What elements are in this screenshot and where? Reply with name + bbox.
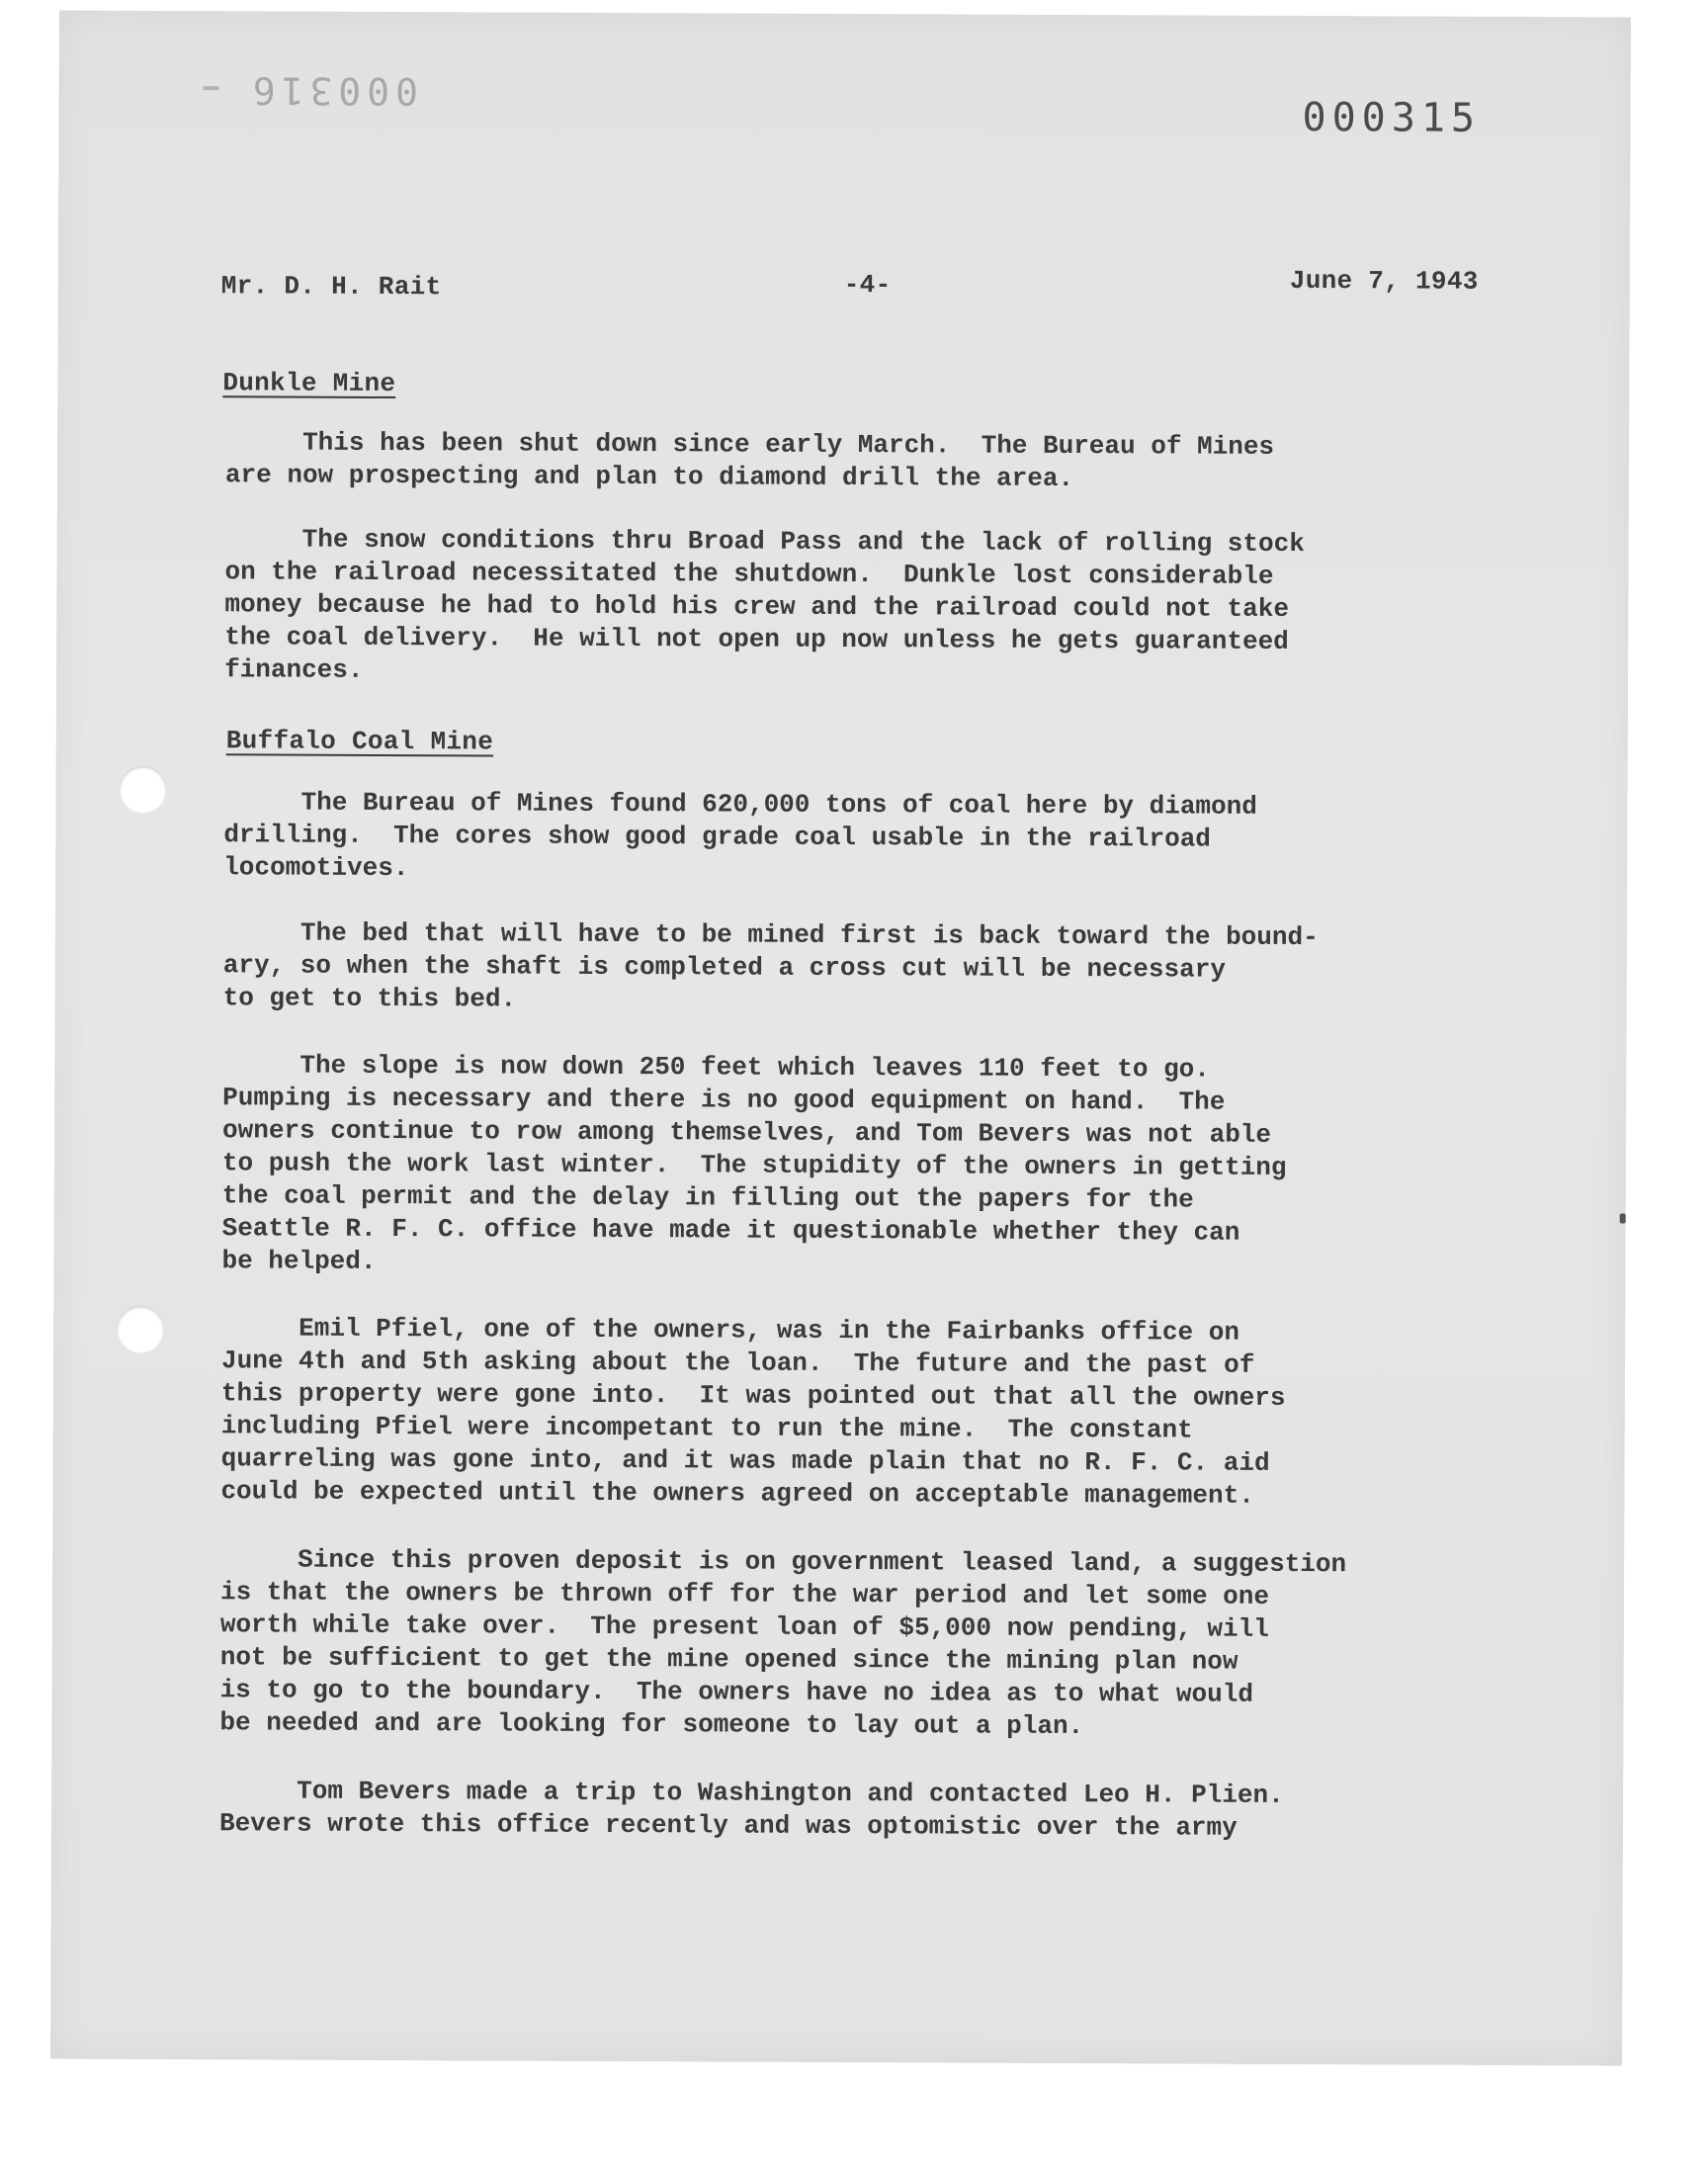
- paragraph-buffalo-1: [223, 786, 1508, 890]
- text-line: money because he had to hold his crew and the railroad could not take: [224, 589, 1290, 624]
- text-line: The snow conditions thru Broad Pass and the lack of rolling stock: [224, 524, 1305, 560]
- paragraph-buffalo-3: [221, 1049, 1507, 1283]
- punch-hole-upper: [119, 766, 166, 814]
- paragraph-dunkle-2: [224, 523, 1510, 692]
- text-line: Bevers wrote this office recently and was optomistic over the army: [218, 1808, 1238, 1843]
- text-line: is to go to the boundary. The owners have no idea as to what would: [219, 1675, 1254, 1709]
- text-line: the coal permit and the delay in filling out the papers for the: [221, 1180, 1194, 1215]
- paper-sheet: [50, 11, 1631, 2066]
- addressee: Mr. D. H. Rait: [220, 271, 442, 303]
- text-line: Pumping is necessary and there is no good equipment on hand. The: [222, 1083, 1226, 1117]
- text-line: Tom Bevers made a trip to Washington and contacted Leo H. Plien.: [219, 1776, 1284, 1810]
- text-line: not be sufficient to get the mine opened since the mining plan now: [219, 1642, 1238, 1677]
- text-line: be needed and are looking for someone to lay out a plan.: [219, 1707, 1084, 1742]
- text-line: the coal delivery. He will not open up now unless he gets guaranteed: [224, 622, 1289, 656]
- text-line: The bed that will have to be mined first is back toward the bound-: [222, 917, 1319, 953]
- text-line: drilling. The cores show good grade coal usable in the railroad: [223, 820, 1211, 854]
- ink-speck-right: [1620, 1213, 1626, 1223]
- text-line: to get to this bed.: [222, 983, 517, 1014]
- text-line: are now prospecting and plan to diamond drill the area.: [224, 460, 1074, 494]
- text-line: ary, so when the shaft is completed a cross cut will be necessary: [222, 950, 1227, 985]
- text-line: to push the work last winter. The stupidity of the owners in getting: [221, 1148, 1287, 1182]
- text-line: Emil Pfiel, one of the owners, was in the Fairbanks office on: [221, 1313, 1240, 1348]
- text-line: finances.: [224, 654, 364, 685]
- text-line: this property were gone into. It was pointed out that all the owners: [220, 1378, 1286, 1413]
- paragraph-buffalo-4: [220, 1312, 1506, 1514]
- text-line: is that the owners be thrown off for the war period and let some one: [219, 1577, 1270, 1611]
- paragraph-dunkle-1: [225, 426, 1510, 497]
- text-line: Since this proven deposit is on government leased land, a suggestion: [220, 1544, 1347, 1580]
- paragraph-buffalo-2: [223, 916, 1508, 1020]
- letter-date: June 7, 1943: [1289, 265, 1479, 297]
- paragraph-buffalo-5: [219, 1543, 1505, 1745]
- stamp-number: 000315: [1302, 95, 1482, 141]
- text-line: could be expected until the owners agreed on acceptable management.: [220, 1476, 1254, 1511]
- punch-hole-lower: [117, 1306, 164, 1353]
- text-line: The Bureau of Mines found 620,000 tons of coal here by diamond: [223, 787, 1257, 822]
- bleed-through-stamp-number: 000316: [246, 68, 419, 114]
- text-line: The slope is now down 250 feet which leaves 110 feet to go.: [222, 1050, 1210, 1085]
- paragraph-buffalo-6: [219, 1775, 1504, 1846]
- text-line: Seattle R. F. C. office have made it questionable whether they can: [221, 1213, 1240, 1248]
- text-line: including Pfiel were incompetant to run the mine. The constant: [220, 1411, 1193, 1445]
- text-line: owners continue to row among themselves, and Tom Bevers was not able: [222, 1115, 1272, 1150]
- text-line: quarreling was gone into, and it was made plain that no R. F. C. aid: [220, 1443, 1270, 1478]
- section-heading-buffalo-coal-mine: Buffalo Coal Mine: [225, 726, 494, 757]
- text-line: on the railroad necessitated the shutdown. Dunkle lost considerable: [224, 557, 1274, 591]
- section-heading-dunkle-mine: Dunkle Mine: [222, 368, 396, 399]
- text-line: locomotives.: [223, 852, 409, 884]
- bleed-through-mark: [204, 86, 219, 90]
- text-line: June 4th and 5th asking about the loan. The future and the past of: [220, 1346, 1255, 1380]
- page-number: -4-: [843, 269, 892, 301]
- text-line: worth while take over. The present loan of $5,000 now pending, will: [219, 1610, 1269, 1644]
- text-line: be helped.: [221, 1246, 377, 1276]
- text-line: This has been shut down since early March. The Bureau of Mines: [225, 427, 1275, 462]
